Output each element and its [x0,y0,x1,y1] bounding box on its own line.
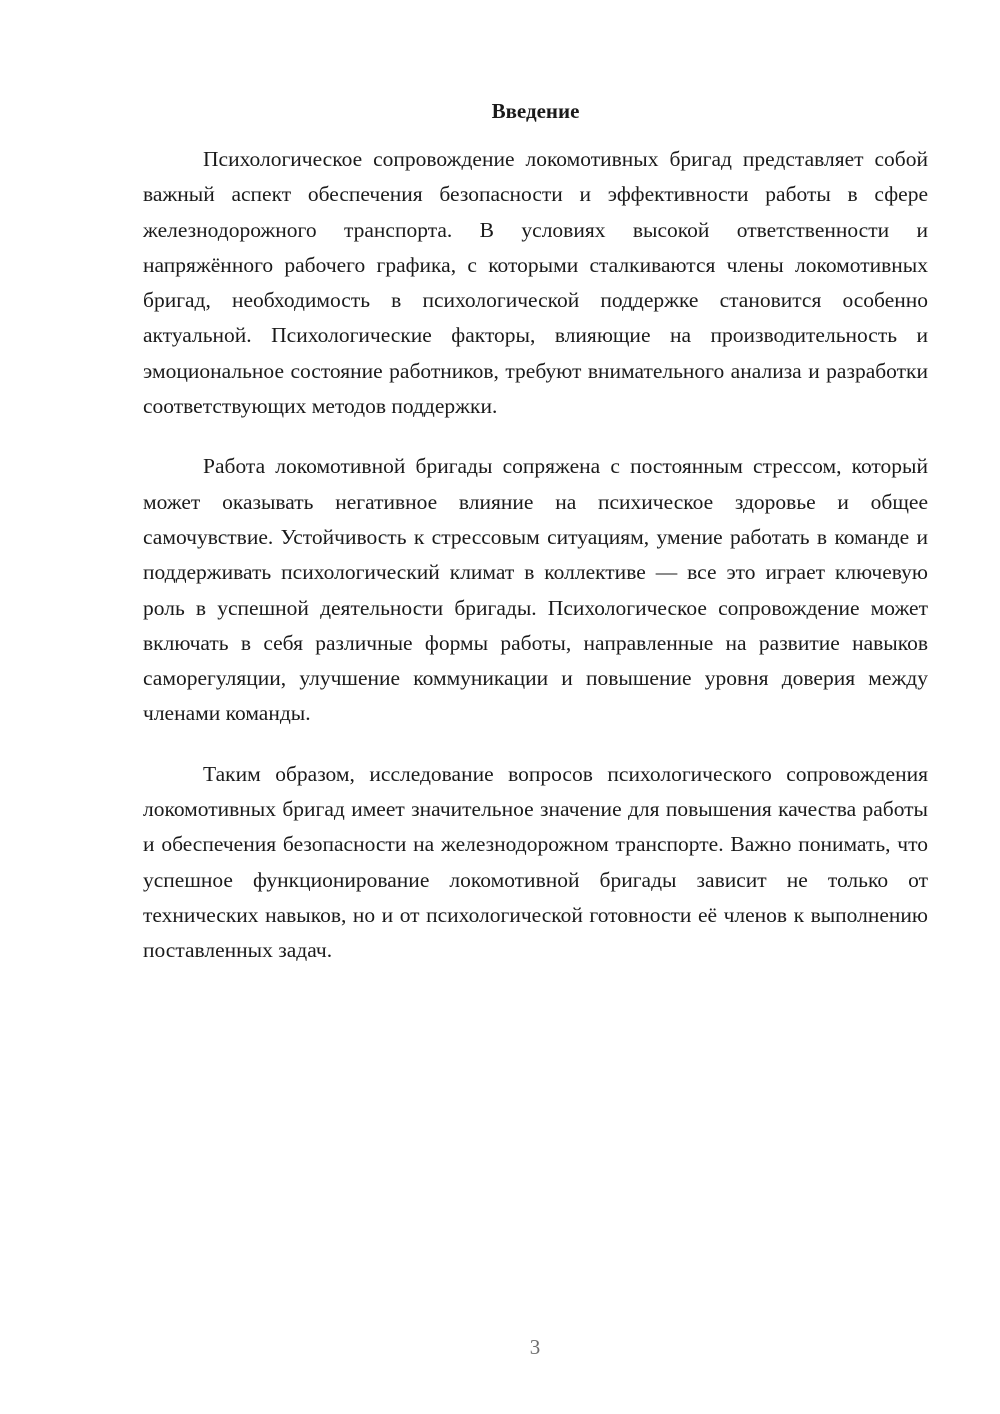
page-number: 3 [529,1335,541,1359]
paragraph-2: Работа локомотивной бригады сопряжена с постоянным стрессом, который может оказывать негативное влияние на психическое здоровье и общее самочувствие. Устойчивость к стрессовым ситуациям, умение работать в команде и поддерживать психологический климат в коллективе — все это играет ключевую роль в успешной деятельности бригады. Психологическое сопровождение может включать в себя различные формы работы, направленные на развитие навыков саморегуляции, улучшение коммуникации и повышение уровня доверия между членами команды. [143,454,928,726]
body-text [143,142,928,969]
section-heading: Введение [491,99,580,123]
paragraph-1: Психологическое сопровождение локомотивных бригад представляет собой важный аспект обеспечения безопасности и эффективности работы в сфере железнодорожного транспорта. В условиях высокой ответственности и напряжённого рабочего графика, с которыми сталкиваются члены локомотивных бригад, необходимость в психологической поддержке становится особенно актуальной. Психологические факторы, влияющие на производительность и эмоциональное состояние работников, требуют внимательного анализа и разработки соответствующих методов поддержки. [143,147,928,419]
paragraph-3: Таким образом, исследование вопросов психологического сопровождения локомотивных бригад имеет значительное значение для повышения качества работы и обеспечения безопасности на железнодорожном транспорте. Важно понимать, что успешное функционирование локомотивной бригады зависит не только от технических навыков, но и от психологической готовности её членов к выполнению поставленных задач. [143,761,928,963]
